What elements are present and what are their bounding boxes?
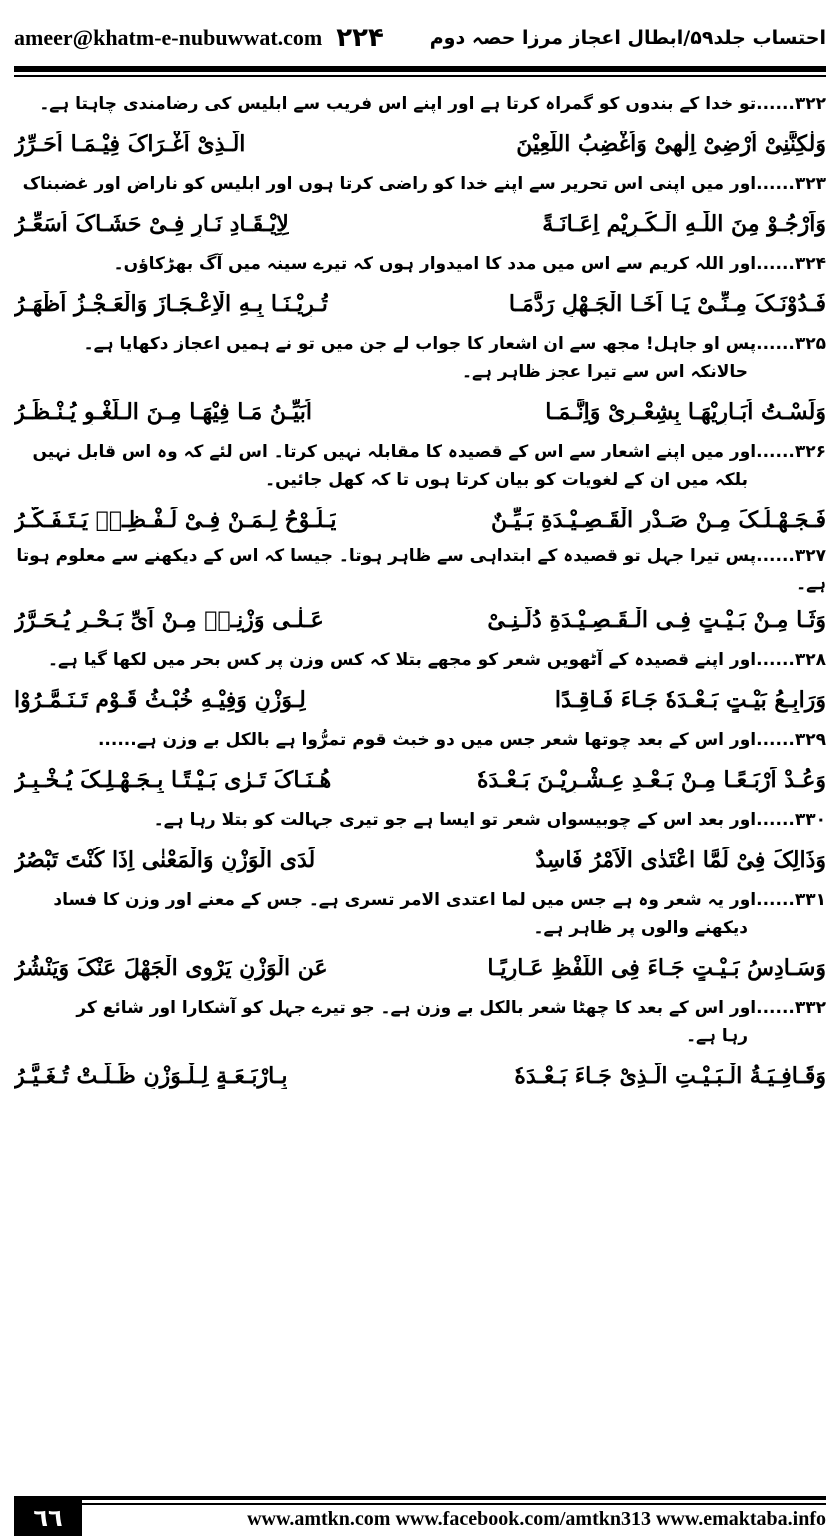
translation-text: اور اللہ کریم سے اس میں مدد کا امیدوار ہوں کہ تیرے سینہ میں آگ بھڑکاؤں۔ <box>113 254 757 274</box>
verse-number: ۳۲۸...... <box>756 650 826 670</box>
verse-line <box>14 598 826 642</box>
translation-paragraph <box>14 434 826 498</box>
verse-number: ۳۲۳...... <box>756 174 826 194</box>
footer-links: www.amtkn.com www.facebook.com/amtkn313 www.emaktaba.info <box>247 1508 826 1530</box>
translation-continuation: رہا ہے۔ <box>686 1026 748 1046</box>
book-title: احتساب جلد۵۹/ابطال اعجاز مرزا حصہ دوم <box>429 27 826 49</box>
translation-continuation: دیکھنے والوں پر ظاہر ہے۔ <box>533 918 748 938</box>
translation-text: پس تیرا جہل تو قصیدہ کے ابتداہی سے ظاہر ہوتا۔ جیسا کہ اس کے دیکھنے سے معلوم ہوتا ہے۔ <box>16 546 826 594</box>
footer-rule-thin <box>14 1503 826 1505</box>
verse-line <box>14 202 826 246</box>
translation-text: اور اس کے بعد چوتھا شعر جس میں دو خبث قوم تمرُّوا ہے بالکل بے وزن ہے...... <box>97 730 757 750</box>
verse-hemistich-right: وَسَـادِسُ بَـیْـتٍ جَـاءَ فِی اللَّفْظِ عَـارِیًـا <box>487 955 826 981</box>
verse-line <box>14 838 826 882</box>
verse-number: ۳۲۲...... <box>756 94 826 114</box>
verse-number: ۳۲۵...... <box>756 334 826 354</box>
translation-line <box>14 994 826 1022</box>
footer-rule-thick <box>14 1496 826 1500</box>
verse-hemistich-right: وَلَسْـتُ اُبَـارِیْهَـا بِشِعْـرِیْ وَاِنَّـمَـا <box>545 399 826 425</box>
verse-hemistich-left: لِاِیْـقَـادِ نَـارٍ فِـیْ حَشَـاکَ اُسَعِّـرُ <box>14 211 289 237</box>
translation-text: اور میں اپنے اشعار سے اس کے قصیدہ کا مقابلہ نہیں کرتا۔ اس لئے کہ وہ اس قابل نہیں <box>32 442 757 462</box>
translation-paragraph <box>14 882 826 946</box>
verse-hemistich-left: هُـنَـاکَ تَـرٰی بَـیْـتًـا بِـجَـهْـلِـکَ یُـخْـبِـرُ <box>14 767 332 793</box>
verse-hemistich-left: لِـوَزْنٍ وَفِیْـهِ خُبْـثُ قَـوْمٍ تَـنَـمَّـرُوْا <box>14 687 306 713</box>
translation-line <box>14 542 826 598</box>
verse-line <box>14 946 826 990</box>
verse-hemistich-right: فَـجَـهْـلُـکَ مِـنْ صَـدْرِ الْقَـصِـیْـدَةِ بَـیِّـنٌ <box>491 507 826 533</box>
verse-hemistich-left: عَـلٰـی وَزْنِـهٖ مِـنْ اَیِّ بَـحْـرٍ یُـحَـرَّرُ <box>14 607 324 633</box>
translation-text: تو خدا کے بندوں کو گمراہ کرتا ہے اور اپنے اس فریب سے ابلیس کی رضامندی چاہتا ہے۔ <box>39 94 757 114</box>
page-header <box>14 18 826 58</box>
translation-paragraph <box>14 326 826 390</box>
verse-number: ۳۳۱...... <box>756 890 826 910</box>
translation-text: اور بعد اس کے چوبیسواں شعر تو ایسا ہے جو تیری جہالت کو بتلا رہا ہے۔ <box>153 810 757 830</box>
translation-paragraph <box>14 802 826 838</box>
verse-hemistich-left: بِـارْبَـعَـةٍ لِـلْـوَزْنِ ظَـلَّـتْ تُـغَـیَّـرُ <box>14 1063 288 1089</box>
verse-number: ۳۲۹...... <box>756 730 826 750</box>
verse-hemistich-right: فَـدُوْنَـکَ مِـنِّـیْ یَـا اَخَـا الْجَـهْلِ رَدَّمَـا <box>508 291 826 317</box>
verse-number: ۳۲۴...... <box>756 254 826 274</box>
verse-line <box>14 122 826 166</box>
translation-line <box>14 886 826 914</box>
verse-hemistich-right: وَثَـا مِـنْ بَـیْـتٍ فِـی الْـقَـصِـیْـدَةِ دُلَّـنِـیْ <box>487 607 826 633</box>
verse-line <box>14 678 826 722</box>
verse-number: ۳۲۷...... <box>756 546 826 566</box>
translation-line <box>14 90 826 118</box>
translation-text: اور اپنے قصیدہ کے آٹھویں شعر کو مجھے بتلا کہ کس وزن پر کس بحر میں لکھا گیا ہے۔ <box>47 650 757 670</box>
header-rule-thick <box>14 66 826 72</box>
translation-paragraph <box>14 990 826 1054</box>
verse-line <box>14 282 826 326</box>
translation-line <box>14 646 826 674</box>
translation-continuation: حالانکہ اس سے تیرا عجز ظاہر ہے۔ <box>462 362 748 382</box>
verse-hemistich-right: وَقَـافِـیَـةُ الْـبَـیْـتِ الَّـذِیْ جَـاءَ بَـعْـدَهٗ <box>514 1063 826 1089</box>
translation-paragraph <box>14 542 826 598</box>
translation-line <box>14 250 826 278</box>
translation-line <box>14 330 826 358</box>
header-email: ameer@khatm-e-nubuwwat.com <box>14 25 323 50</box>
header-left <box>14 23 384 53</box>
verse-hemistich-left: تُـرِیْـنَـا بِـهِ الْاِعْـجَـازَ وَالْعَـجْـزُ اَظْهَـرُ <box>14 291 328 317</box>
translation-text: اور میں اپنی اس تحریر سے اپنے خدا کو راضی کرتا ہوں اور ابلیس کو ناراض اور غضبناک <box>22 174 757 194</box>
verse-number: ۳۳۰...... <box>756 810 826 830</box>
translation-paragraph <box>14 86 826 122</box>
translation-line <box>14 438 826 466</box>
translation-text: پس او جاہل! مجھ سے ان اشعار کا جواب لے جن میں تو نے ہمیں اعجاز دکھایا ہے۔ <box>83 334 757 354</box>
translation-line <box>14 806 826 834</box>
translation-text: اور اس کے بعد کا چھٹا شعر بالکل بے وزن ہے۔ جو تیرے جہل کو آشکارا اور شائع کر <box>76 998 757 1018</box>
verse-line <box>14 390 826 434</box>
translation-paragraph <box>14 722 826 758</box>
translation-paragraph <box>14 246 826 282</box>
verse-hemistich-left: یَـلُـوْحُ لِـمَـنْ فِـیْ لَـفْـظِـهٖ یَـتَـفَـکَّـرُ <box>14 507 337 533</box>
page-footer <box>14 1496 826 1536</box>
verse-number: ۳۲۶...... <box>756 442 826 462</box>
verse-hemistich-left: لَدَی الْوَزْنِ وَالْمَعْنٰی اِذَا کُنْتَ تَبْصُرُ <box>14 847 316 873</box>
header-rule-thin <box>14 75 826 77</box>
verse-hemistich-left: اُبَیِّـنُ مَـا فِیْهَـا مِـنَ الـلَّغْـوِ یُـنْـظَـرُ <box>14 399 312 425</box>
verse-line <box>14 498 826 542</box>
verse-hemistich-right: وَعُـدْ اَرْبَـعًـا مِـنْ بَـعْـدِ عِـشْـرِیْـنَ بَـعْـدَهٗ <box>476 767 826 793</box>
translation-text: اور یہ شعر وہ ہے جس میں لما اعتدی الامر تسری ہے۔ جس کے معنے اور وزن کا فساد <box>53 890 757 910</box>
verse-hemistich-right: وَذَالِکَ فِیْ لَمَّا اعْتَدٰی الْاَمْرُ فَاسِدٌ <box>535 847 826 873</box>
translation-continuation: بلکہ میں ان کے لغویات کو بیان کرتا ہوں تا کہ کھل جائیں۔ <box>265 470 748 490</box>
verse-hemistich-right: وَرَابِـعُ بَیْـتٍ بَـعْـدَهٗ جَـاءَ فَـاقِـدًا <box>554 687 826 713</box>
verse-number: ۳۳۲...... <box>756 998 826 1018</box>
verse-hemistich-left: عَنِ الْوَزْنِ یَرْوِی الْجَهْلَ عَنْکَ وَیَنْشُرُ <box>14 955 328 981</box>
page-body <box>14 86 826 1098</box>
verse-line <box>14 1054 826 1098</box>
page-number: ۲۲۴ <box>336 23 384 53</box>
translation-paragraph <box>14 166 826 202</box>
translation-paragraph <box>14 642 826 678</box>
verse-line <box>14 758 826 802</box>
footer-page-box: ٦٦ <box>14 1500 82 1536</box>
translation-line <box>14 170 826 198</box>
verse-hemistich-right: وَاَرْجُـوْ مِنَ اللّٰـهِ الْـکَـرِیْمِ اِعَـانَـةً <box>542 211 826 237</box>
verse-hemistich-left: الَّـذِیْ اَغْـرَاکَ فِیْـمَـا اُحَـرِّرُ <box>14 131 246 157</box>
verse-hemistich-right: وَلٰکِنَّنِیْ اُرْضِیْ اِلٰھِیْ وَاُغْضِبُ اللَّعِیْنَ <box>516 131 826 157</box>
translation-line <box>14 726 826 754</box>
